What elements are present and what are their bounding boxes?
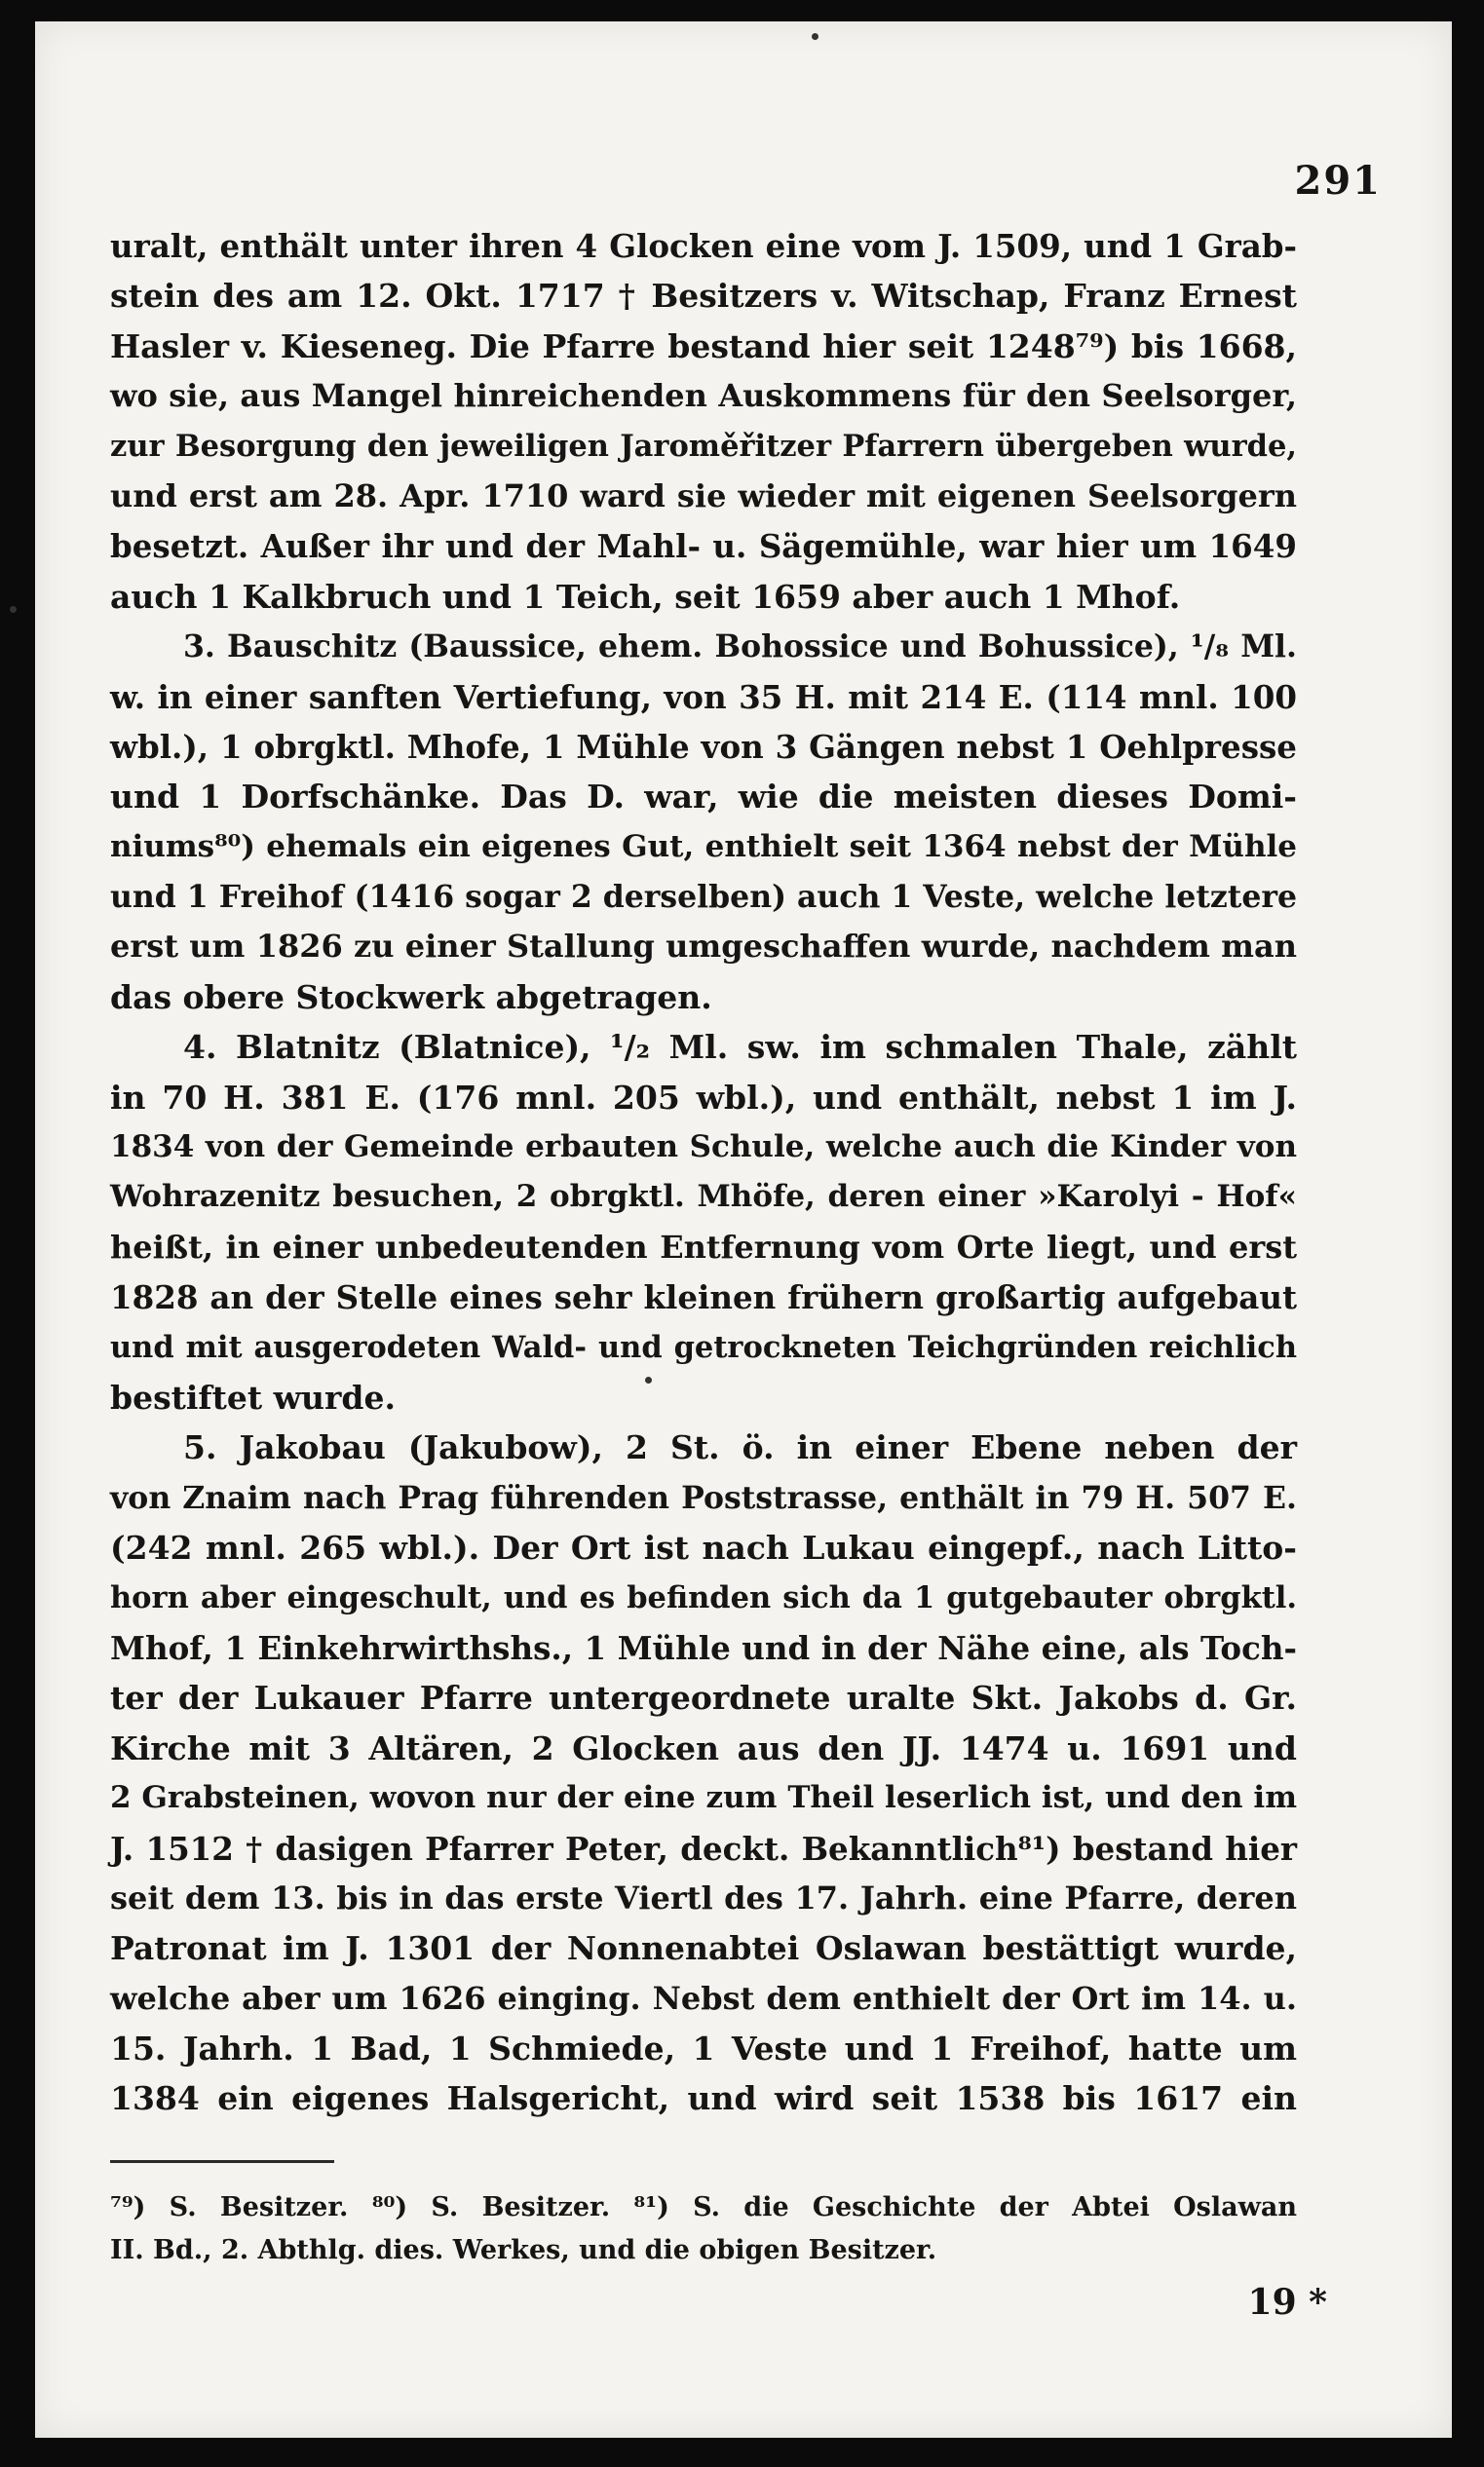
text-line: 15. Jahrh. 1 Bad, 1 Schmiede, 1 Veste und 1 Freihof, hatte um [110, 2030, 1297, 2068]
text-line: Mhof, 1 Einkehrwirthshs., 1 Mühle und in der Nähe eine, als Toch- [110, 1628, 1297, 1667]
dust-speck [10, 606, 17, 613]
text-line: wo sie, aus Mangel hinreichenden Auskommens für den Seelsorger, [110, 377, 1297, 415]
text-line: von Znaim nach Prag führenden Poststrasse, enthält in 79 H. 507 E. [110, 1479, 1297, 1516]
text-line: erst um 1826 zu einer Stallung umgeschaffen wurde, nachdem man [110, 928, 1297, 966]
text-line: und erst am 28. Apr. 1710 ward sie wieder mit eigenen Seelsorgern [110, 476, 1297, 514]
text-line: Wohrazenitz besuchen, 2 obrgktl. Mhöfe, deren einer »Karolyi - Hof« [110, 1179, 1297, 1215]
text-line: heißt, in einer unbedeutenden Entfernung vom Orte liegt, und erst [110, 1228, 1297, 1266]
main-text [110, 221, 1297, 2124]
text-line: ter der Lukauer Pfarre untergeordnete uralte Skt. Jakobs d. Gr. [110, 1679, 1297, 1718]
text-line: welche aber um 1626 einging. Nebst dem enthielt der Ort im 14. u. [110, 1979, 1297, 2017]
signature-mark: 19 * [1247, 2282, 1327, 2323]
text-line: wbl.), 1 obrgktl. Mhofe, 1 Mühle von 3 Gängen nebst 1 Oehlpresse [110, 727, 1297, 766]
footnote-line: ⁷⁹) S. Besitzer. ⁸⁰) S. Besitzer. ⁸¹) S. die Geschichte der Abtei Oslawan [110, 2192, 1297, 2222]
text-line: Patronat im J. 1301 der Nonnenabtei Oslawan bestättigt wurde, [110, 1929, 1297, 1968]
footnotes [110, 2186, 1297, 2272]
text-line: 3. Bauschitz (Baussice, ehem. Bohossice und Bohussice), ¹/₈ Ml. [183, 628, 1297, 665]
text-line: uralt, enthält unter ihren 4 Glocken eine vom J. 1509, und 1 Grab- [110, 227, 1297, 265]
text-line: 4. Blatnitz (Blatnice), ¹/₂ Ml. sw. im schmalen Thale, zählt [183, 1028, 1297, 1067]
text-line: 5. Jakobau (Jakubow), 2 St. ö. in einer Ebene neben der [183, 1428, 1297, 1467]
text-line: Kirche mit 3 Altären, 2 Glocken aus den JJ. 1474 u. 1691 und [110, 1728, 1297, 1767]
text-line: 1834 von der Gemeinde erbauten Schule, welche auch die Kinder von [110, 1129, 1297, 1165]
text-line: w. in einer sanften Vertiefung, von 35 H. mit 214 E. (114 mnl. 100 [110, 677, 1297, 716]
text-line: stein des am 12. Okt. 1717 † Besitzers v. Witschap, Franz Ernest [110, 277, 1297, 316]
text-line: niums⁸⁰) ehemals ein eigenes Gut, enthielt seit 1364 nebst der Mühle [110, 828, 1297, 864]
text-line: besetzt. Außer ihr und der Mahl- u. Sägemühle, war hier um 1649 [110, 527, 1297, 566]
text-line: 1828 an der Stelle eines sehr kleinen frühern großartig aufgebaut [110, 1278, 1297, 1317]
book-page [35, 21, 1452, 2438]
text-line: (242 mnl. 265 wbl.). Der Ort ist nach Lukau eingepf., nach Litto- [110, 1529, 1297, 1568]
text-line: horn aber eingeschult, und es befinden sich da 1 gutgebauter obrgktl. [110, 1579, 1297, 1615]
text-line: 1384 ein eigenes Halsgericht, und wird seit 1538 bis 1617 ein [110, 2079, 1297, 2118]
text-line: bestiftet wurde. [110, 1378, 396, 1417]
text-line: seit dem 13. bis in das erste Viertl des 17. Jahrh. eine Pfarre, deren [110, 1879, 1297, 1917]
text-line: auch 1 Kalkbruch und 1 Teich, seit 1659 aber auch 1 Mhof. [110, 577, 1181, 616]
dust-speck [645, 1377, 652, 1384]
dust-speck [812, 33, 818, 40]
text-line: 2 Grabsteinen, wovon nur der eine zum Theil leserlich ist, und den im [110, 1780, 1297, 1816]
text-line: J. 1512 † dasigen Pfarrer Peter, deckt. Bekanntlich⁸¹) bestand hier [110, 1829, 1297, 1868]
text-line: das obere Stockwerk abgetragen. [110, 977, 712, 1016]
text-line: und mit ausgerodeten Wald- und getrockneten Teichgründen reichlich [110, 1329, 1297, 1365]
text-line: Hasler v. Kieseneg. Die Pfarre bestand hier seit 1248⁷⁹) bis 1668, [110, 326, 1297, 365]
footnote-divider [110, 2160, 334, 2163]
text-line: zur Besorgung den jeweiligen Jaroměřitzer Pfarrern übergeben wurde, [110, 428, 1297, 464]
text-line: in 70 H. 381 E. (176 mnl. 205 wbl.), und enthält, nebst 1 im J. [110, 1078, 1297, 1117]
page-number: 291 [1294, 158, 1382, 204]
text-line: und 1 Dorfschänke. Das D. war, wie die meisten dieses Domi- [110, 778, 1297, 816]
text-line: und 1 Freihof (1416 sogar 2 derselben) auch 1 Veste, welche letztere [110, 879, 1297, 916]
footnote-line: II. Bd., 2. Abthlg. dies. Werkes, und die obigen Besitzer. [110, 2235, 937, 2265]
